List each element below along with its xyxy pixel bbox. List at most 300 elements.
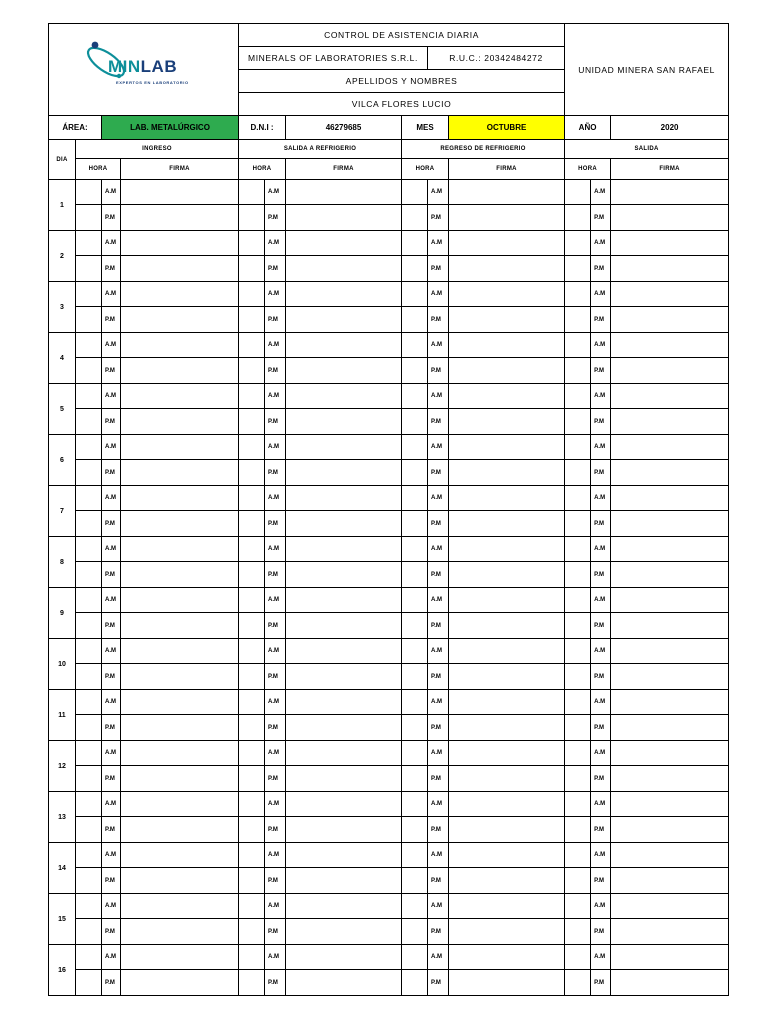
hour-cell[interactable]: [239, 282, 265, 307]
hour-cell[interactable]: [402, 868, 428, 894]
signature-cell[interactable]: [449, 256, 565, 282]
pm-label: P.M: [428, 919, 449, 945]
hour-cell[interactable]: [402, 715, 428, 741]
signature-cell[interactable]: [611, 792, 729, 817]
hour-cell[interactable]: [239, 307, 265, 333]
hour-cell[interactable]: [76, 333, 102, 358]
signature-cell[interactable]: [611, 817, 729, 843]
hour-cell[interactable]: [565, 588, 591, 613]
hour-cell[interactable]: [76, 817, 102, 843]
am-label: A.M: [428, 945, 449, 970]
signature-cell[interactable]: [449, 409, 565, 435]
am-label: A.M: [265, 435, 286, 460]
hour-cell[interactable]: [402, 205, 428, 231]
hour-cell[interactable]: [565, 358, 591, 384]
hour-cell[interactable]: [239, 511, 265, 537]
hour-cell[interactable]: [239, 333, 265, 358]
hour-cell[interactable]: [76, 690, 102, 715]
am-label: A.M: [265, 945, 286, 970]
am-label: A.M: [102, 180, 121, 205]
signature-cell[interactable]: [121, 307, 239, 333]
signature-cell[interactable]: [121, 613, 239, 639]
hour-cell[interactable]: [402, 562, 428, 588]
signature-cell[interactable]: [449, 664, 565, 690]
hour-cell[interactable]: [402, 282, 428, 307]
signature-cell[interactable]: [286, 741, 402, 766]
signature-cell[interactable]: [611, 919, 729, 945]
am-label: A.M: [428, 741, 449, 766]
signature-cell[interactable]: [611, 690, 729, 715]
hour-cell[interactable]: [402, 817, 428, 843]
hour-cell[interactable]: [565, 766, 591, 792]
hour-cell[interactable]: [239, 919, 265, 945]
signature-cell[interactable]: [611, 588, 729, 613]
signature-cell[interactable]: [449, 894, 565, 919]
hour-cell[interactable]: [565, 664, 591, 690]
hour-cell[interactable]: [76, 894, 102, 919]
signature-cell[interactable]: [449, 970, 565, 996]
hour-cell[interactable]: [565, 384, 591, 409]
signature-cell[interactable]: [286, 307, 402, 333]
signature-cell[interactable]: [449, 639, 565, 664]
pm-label: P.M: [265, 970, 286, 996]
signature-cell[interactable]: [121, 537, 239, 562]
hour-cell[interactable]: [76, 715, 102, 741]
hour-cell[interactable]: [402, 894, 428, 919]
pm-label: P.M: [265, 562, 286, 588]
signature-cell[interactable]: [121, 333, 239, 358]
hour-cell[interactable]: [76, 613, 102, 639]
signature-cell[interactable]: [121, 486, 239, 511]
signature-cell[interactable]: [611, 358, 729, 384]
pm-label: P.M: [591, 562, 611, 588]
hour-cell[interactable]: [239, 180, 265, 205]
hour-cell[interactable]: [565, 894, 591, 919]
attendance-table: [48, 23, 729, 996]
signature-cell[interactable]: [286, 384, 402, 409]
signature-cell[interactable]: [611, 511, 729, 537]
signature-cell[interactable]: [449, 613, 565, 639]
hour-cell[interactable]: [565, 817, 591, 843]
signature-cell[interactable]: [286, 843, 402, 868]
signature-cell[interactable]: [286, 970, 402, 996]
signature-cell[interactable]: [611, 766, 729, 792]
hour-cell[interactable]: [565, 970, 591, 996]
pm-label: P.M: [591, 256, 611, 282]
hour-cell[interactable]: [402, 843, 428, 868]
hour-cell[interactable]: [76, 282, 102, 307]
signature-cell[interactable]: [121, 868, 239, 894]
hour-cell[interactable]: [565, 741, 591, 766]
hour-cell[interactable]: [239, 358, 265, 384]
signature-cell[interactable]: [121, 970, 239, 996]
signature-cell[interactable]: [611, 894, 729, 919]
signature-cell[interactable]: [286, 868, 402, 894]
signature-cell[interactable]: [121, 919, 239, 945]
signature-cell[interactable]: [286, 511, 402, 537]
signature-cell[interactable]: [611, 562, 729, 588]
hour-cell[interactable]: [239, 945, 265, 970]
signature-cell[interactable]: [121, 231, 239, 256]
hour-cell[interactable]: [402, 639, 428, 664]
hour-cell[interactable]: [239, 435, 265, 460]
pm-label: P.M: [591, 664, 611, 690]
hour-cell[interactable]: [76, 256, 102, 282]
hour-cell[interactable]: [565, 868, 591, 894]
signature-cell[interactable]: [286, 613, 402, 639]
signature-cell[interactable]: [286, 205, 402, 231]
signature-cell[interactable]: [286, 486, 402, 511]
signature-cell[interactable]: [611, 384, 729, 409]
signature-cell[interactable]: [121, 817, 239, 843]
signature-cell[interactable]: [449, 868, 565, 894]
am-label: A.M: [591, 537, 611, 562]
signature-cell[interactable]: [449, 282, 565, 307]
am-label: A.M: [591, 792, 611, 817]
hour-cell[interactable]: [76, 486, 102, 511]
hour-cell[interactable]: [76, 868, 102, 894]
signature-cell[interactable]: [286, 358, 402, 384]
signature-cell[interactable]: [121, 690, 239, 715]
hour-cell[interactable]: [402, 664, 428, 690]
signature-cell[interactable]: [286, 180, 402, 205]
signature-cell[interactable]: [121, 639, 239, 664]
signature-cell[interactable]: [449, 307, 565, 333]
hour-cell[interactable]: [565, 639, 591, 664]
hour-cell[interactable]: [402, 384, 428, 409]
am-label: A.M: [265, 384, 286, 409]
pm-label: P.M: [591, 715, 611, 741]
signature-cell[interactable]: [449, 715, 565, 741]
hour-cell[interactable]: [76, 384, 102, 409]
hour-cell[interactable]: [239, 231, 265, 256]
signature-cell[interactable]: [449, 766, 565, 792]
hour-cell[interactable]: [76, 435, 102, 460]
signature-cell[interactable]: [611, 868, 729, 894]
hour-cell[interactable]: [565, 562, 591, 588]
signature-cell[interactable]: [449, 205, 565, 231]
signature-cell[interactable]: [121, 358, 239, 384]
signature-cell[interactable]: [286, 282, 402, 307]
hour-cell[interactable]: [239, 562, 265, 588]
hour-cell[interactable]: [76, 588, 102, 613]
hour-cell[interactable]: [402, 256, 428, 282]
hour-cell[interactable]: [76, 511, 102, 537]
hour-cell[interactable]: [402, 970, 428, 996]
signature-cell[interactable]: [286, 945, 402, 970]
pm-label: P.M: [265, 766, 286, 792]
hour-cell[interactable]: [402, 766, 428, 792]
signature-cell[interactable]: [121, 945, 239, 970]
hour-cell[interactable]: [565, 613, 591, 639]
signature-cell[interactable]: [121, 562, 239, 588]
hour-cell[interactable]: [76, 205, 102, 231]
signature-cell[interactable]: [449, 690, 565, 715]
signature-cell[interactable]: [449, 741, 565, 766]
firma-header: FIRMA: [449, 159, 565, 180]
signature-cell[interactable]: [286, 435, 402, 460]
hour-cell[interactable]: [402, 537, 428, 562]
hour-cell[interactable]: [239, 715, 265, 741]
hour-cell[interactable]: [239, 690, 265, 715]
table-row: [49, 537, 729, 562]
signature-cell[interactable]: [449, 817, 565, 843]
hour-cell[interactable]: [565, 945, 591, 970]
hour-cell[interactable]: [402, 307, 428, 333]
signature-cell[interactable]: [121, 792, 239, 817]
signature-cell[interactable]: [286, 256, 402, 282]
signature-cell[interactable]: [286, 894, 402, 919]
pm-label: P.M: [265, 460, 286, 486]
pm-label: P.M: [428, 256, 449, 282]
signature-cell[interactable]: [611, 664, 729, 690]
hour-cell[interactable]: [239, 792, 265, 817]
signature-cell[interactable]: [449, 384, 565, 409]
signature-cell[interactable]: [286, 639, 402, 664]
signature-cell[interactable]: [121, 460, 239, 486]
hour-cell[interactable]: [76, 919, 102, 945]
hour-cell[interactable]: [76, 358, 102, 384]
hour-cell[interactable]: [402, 333, 428, 358]
hour-cell[interactable]: [402, 588, 428, 613]
pm-label: P.M: [102, 613, 121, 639]
hour-cell[interactable]: [565, 792, 591, 817]
signature-cell[interactable]: [286, 460, 402, 486]
signature-cell[interactable]: [611, 409, 729, 435]
signature-cell[interactable]: [449, 588, 565, 613]
signature-cell[interactable]: [611, 205, 729, 231]
hour-cell[interactable]: [565, 256, 591, 282]
signature-cell[interactable]: [286, 588, 402, 613]
hour-cell[interactable]: [402, 180, 428, 205]
pm-label: P.M: [265, 817, 286, 843]
signature-cell[interactable]: [286, 817, 402, 843]
signature-cell[interactable]: [449, 486, 565, 511]
am-label: A.M: [591, 231, 611, 256]
table-row: [49, 282, 729, 307]
signature-cell[interactable]: [449, 460, 565, 486]
hour-cell[interactable]: [239, 639, 265, 664]
signature-cell[interactable]: [121, 894, 239, 919]
signature-cell[interactable]: [611, 333, 729, 358]
hour-cell[interactable]: [239, 409, 265, 435]
signature-cell[interactable]: [449, 562, 565, 588]
hour-cell[interactable]: [402, 945, 428, 970]
signature-cell[interactable]: [121, 715, 239, 741]
signature-cell[interactable]: [449, 537, 565, 562]
signature-cell[interactable]: [449, 511, 565, 537]
hour-cell[interactable]: [76, 307, 102, 333]
signature-cell[interactable]: [286, 792, 402, 817]
signature-cell[interactable]: [611, 307, 729, 333]
am-label: A.M: [591, 333, 611, 358]
hour-cell[interactable]: [239, 817, 265, 843]
hour-cell[interactable]: [565, 843, 591, 868]
hour-cell[interactable]: [565, 486, 591, 511]
hour-cell[interactable]: [76, 741, 102, 766]
table-row: [49, 486, 729, 511]
signature-cell[interactable]: [449, 333, 565, 358]
hour-cell[interactable]: [239, 613, 265, 639]
signature-cell[interactable]: [449, 358, 565, 384]
signature-cell[interactable]: [611, 970, 729, 996]
signature-cell[interactable]: [286, 919, 402, 945]
hour-cell[interactable]: [565, 511, 591, 537]
hour-cell[interactable]: [565, 537, 591, 562]
hour-cell[interactable]: [76, 537, 102, 562]
hour-cell[interactable]: [239, 843, 265, 868]
hour-cell[interactable]: [76, 945, 102, 970]
signature-cell[interactable]: [121, 588, 239, 613]
day-number: 14: [49, 843, 76, 894]
hour-cell[interactable]: [402, 690, 428, 715]
hour-cell[interactable]: [565, 231, 591, 256]
hour-cell[interactable]: [239, 970, 265, 996]
signature-cell[interactable]: [121, 205, 239, 231]
signature-cell[interactable]: [121, 766, 239, 792]
hour-cell[interactable]: [239, 384, 265, 409]
hour-cell[interactable]: [402, 919, 428, 945]
hour-cell[interactable]: [239, 741, 265, 766]
hour-cell[interactable]: [402, 231, 428, 256]
hour-cell[interactable]: [565, 205, 591, 231]
hour-cell[interactable]: [76, 460, 102, 486]
hour-cell[interactable]: [239, 205, 265, 231]
signature-cell[interactable]: [286, 409, 402, 435]
hour-cell[interactable]: [239, 256, 265, 282]
hour-cell[interactable]: [565, 690, 591, 715]
signature-cell[interactable]: [611, 256, 729, 282]
signature-cell[interactable]: [611, 180, 729, 205]
hour-cell[interactable]: [76, 843, 102, 868]
signature-cell[interactable]: [121, 256, 239, 282]
hour-cell[interactable]: [402, 460, 428, 486]
signature-cell[interactable]: [449, 435, 565, 460]
signature-cell[interactable]: [449, 945, 565, 970]
hour-cell[interactable]: [402, 486, 428, 511]
names-label: APELLIDOS Y NOMBRES: [239, 70, 565, 93]
hour-cell[interactable]: [402, 741, 428, 766]
signature-cell[interactable]: [449, 792, 565, 817]
pm-label: P.M: [265, 613, 286, 639]
hour-cell[interactable]: [76, 664, 102, 690]
signature-cell[interactable]: [611, 843, 729, 868]
hour-cell[interactable]: [239, 537, 265, 562]
signature-cell[interactable]: [121, 741, 239, 766]
signature-cell[interactable]: [121, 282, 239, 307]
hour-cell[interactable]: [565, 435, 591, 460]
signature-cell[interactable]: [286, 766, 402, 792]
am-label: A.M: [428, 486, 449, 511]
hour-cell[interactable]: [76, 639, 102, 664]
signature-cell[interactable]: [121, 384, 239, 409]
hour-cell[interactable]: [76, 970, 102, 996]
hour-cell[interactable]: [565, 333, 591, 358]
hour-cell[interactable]: [76, 766, 102, 792]
signature-cell[interactable]: [611, 486, 729, 511]
signature-cell[interactable]: [121, 843, 239, 868]
day-number: 5: [49, 384, 76, 435]
hour-cell[interactable]: [76, 231, 102, 256]
hour-cell[interactable]: [565, 180, 591, 205]
hour-cell[interactable]: [402, 613, 428, 639]
signature-cell[interactable]: [286, 664, 402, 690]
hour-cell[interactable]: [565, 307, 591, 333]
hour-cell[interactable]: [239, 868, 265, 894]
hour-cell[interactable]: [565, 919, 591, 945]
signature-cell[interactable]: [611, 639, 729, 664]
signature-cell[interactable]: [611, 613, 729, 639]
table-row: [49, 639, 729, 664]
signature-cell[interactable]: [121, 664, 239, 690]
signature-cell[interactable]: [611, 537, 729, 562]
signature-cell[interactable]: [611, 435, 729, 460]
signature-cell[interactable]: [449, 180, 565, 205]
dni-value: 46279685: [286, 116, 402, 140]
hour-cell[interactable]: [565, 282, 591, 307]
am-label: A.M: [591, 894, 611, 919]
signature-cell[interactable]: [611, 945, 729, 970]
hour-cell[interactable]: [402, 409, 428, 435]
hour-cell[interactable]: [402, 435, 428, 460]
hour-cell[interactable]: [239, 588, 265, 613]
hour-cell[interactable]: [565, 715, 591, 741]
am-label: A.M: [265, 639, 286, 664]
signature-cell[interactable]: [611, 741, 729, 766]
hour-cell[interactable]: [239, 664, 265, 690]
signature-cell[interactable]: [121, 409, 239, 435]
hour-cell[interactable]: [76, 792, 102, 817]
signature-cell[interactable]: [611, 231, 729, 256]
hour-cell[interactable]: [402, 358, 428, 384]
hour-cell[interactable]: [239, 766, 265, 792]
signature-cell[interactable]: [286, 537, 402, 562]
am-label: A.M: [591, 180, 611, 205]
signature-cell[interactable]: [449, 843, 565, 868]
table-row: [49, 664, 729, 690]
signature-cell[interactable]: [121, 511, 239, 537]
signature-cell[interactable]: [449, 919, 565, 945]
signature-cell[interactable]: [611, 715, 729, 741]
signature-cell[interactable]: [286, 562, 402, 588]
hour-cell[interactable]: [565, 409, 591, 435]
hour-cell[interactable]: [76, 409, 102, 435]
signature-cell[interactable]: [121, 435, 239, 460]
signature-cell[interactable]: [286, 231, 402, 256]
day-number: 1: [49, 180, 76, 231]
pm-label: P.M: [591, 817, 611, 843]
signature-cell[interactable]: [449, 231, 565, 256]
hour-cell[interactable]: [402, 511, 428, 537]
signature-cell[interactable]: [286, 715, 402, 741]
hora-header: HORA: [402, 159, 449, 180]
hour-cell[interactable]: [239, 486, 265, 511]
hour-cell[interactable]: [76, 562, 102, 588]
signature-cell[interactable]: [286, 690, 402, 715]
am-label: A.M: [102, 435, 121, 460]
signature-cell[interactable]: [611, 460, 729, 486]
am-label: A.M: [265, 231, 286, 256]
hour-cell[interactable]: [565, 460, 591, 486]
hour-cell[interactable]: [239, 894, 265, 919]
hour-cell[interactable]: [402, 792, 428, 817]
signature-cell[interactable]: [286, 333, 402, 358]
hour-cell[interactable]: [76, 180, 102, 205]
signature-cell[interactable]: [611, 282, 729, 307]
table-row: [49, 180, 729, 205]
signature-cell[interactable]: [121, 180, 239, 205]
hour-cell[interactable]: [239, 460, 265, 486]
